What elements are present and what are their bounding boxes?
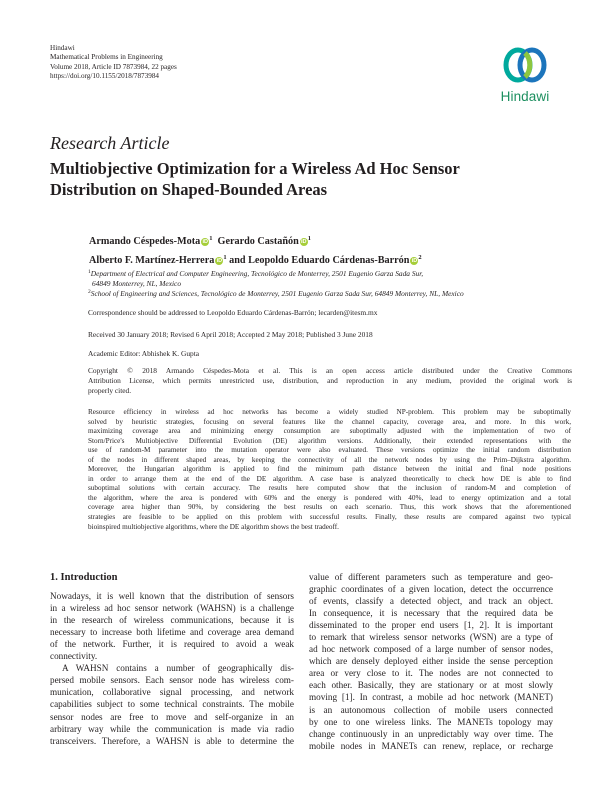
abstract-line: maximizing coverage area and minimizing energy consumption are suboptimally adjusted with the implementation of two of <box>88 427 571 436</box>
body-line: arbitrary way while the communication is made via radio <box>50 723 294 734</box>
abstract-line: of the nodes in different shaped areas, by keeping the connectivity of all the network nodes by using the Prim–Dijkstra algorithm. <box>88 455 571 464</box>
body-line: capabilities subject to some technical constraints. The mobile <box>50 699 294 710</box>
publisher-name: Hindawi <box>50 44 75 52</box>
paper-title <box>50 159 570 200</box>
abstract <box>88 408 571 532</box>
body-line: moving [1]. In contrast, a mobile ad hoc network (MANET) <box>309 692 553 703</box>
section-heading: 1. Introduction <box>50 572 118 583</box>
orcid-icon[interactable]: iD <box>202 239 208 245</box>
author-name[interactable]: Leopoldo Eduardo Cárdenas-Barrón <box>248 254 410 266</box>
abstract-line: suboptimal solutions with certain accuracy. The results here computed show that the inclusion of random-M and completion of <box>88 484 571 493</box>
abstract-line: Resource efficiency in wireless ad hoc networks has become a widely studied NP-problem. This problem may be suboptimally <box>88 408 571 416</box>
body-line: munication, collaborative signal processing, and network <box>50 687 294 698</box>
author-conjunction: and <box>229 254 246 266</box>
affiliation-2: $^2$School of Engineering and Sciences, Tecnológico de Monterrey, 2501 Eugenio Garza Sada Sur, 64849 Monterrey, NL, Mexico <box>88 289 464 299</box>
orcid-icon[interactable]: iD <box>411 257 418 264</box>
body-line: is an autonomous collection of mobile users connected <box>309 704 553 715</box>
hindawi-logo[interactable] <box>492 44 558 108</box>
hindawi-logo-icon <box>501 44 549 86</box>
title-line: Multiobjective Optimization for a Wireless Ad Hoc Sensor <box>50 159 460 178</box>
affiliation-1: $^1$Department of Electrical and Computer Engineering, Tecnológico de Monterrey, 2501 Eugenio Garza Sada Sur, <box>88 269 424 278</box>
body-line: of events, classify a detected object, and track an object. <box>309 596 553 607</box>
doi-link[interactable]: https://doi.org/10.1155/2018/7873984 <box>50 71 160 80</box>
body-line: value of different parameters such as temperature and geo- <box>309 572 553 582</box>
author-affil-mark: 1 <box>209 235 213 242</box>
orcid-icon[interactable]: iD <box>301 239 307 245</box>
abstract-line: the algorithm, where the area is pondered with 60% and the energy is pondered with 40%, lead to energy optimization and a total <box>88 493 571 502</box>
abstract-line: in order to arrange them at the end of the DE algorithm. A case base is analyzed theoretically to check how DE is able to find <box>88 474 571 483</box>
author-list <box>89 231 569 268</box>
abstract-line: Moreover, the Hungarian algorithm is applied to find the minimum path distance between the initial and final node positions <box>88 465 571 474</box>
body-line: In consequence, it is necessary that the required data be <box>309 608 553 619</box>
journal-name: Mathematical Problems in Engineering <box>50 53 163 62</box>
author-name[interactable]: Armando Céspedes-Mota <box>89 236 201 247</box>
body-line: mobile nodes in MANETs can renew, replace, or recharge <box>309 740 553 751</box>
abstract-line: solved by heuristic strategies, focusing on several features like the channel capacity, coverage area, and more. In this work, <box>88 417 571 426</box>
volume-info: Volume 2018, Article ID 7873984, 22 pages <box>50 62 177 71</box>
body-line: disseminated to the proper end users [1, 2]. It is important <box>309 620 553 631</box>
body-line: necessary to increase both lifetime and coverage area demand <box>50 627 294 638</box>
journal-header <box>50 44 350 81</box>
hindawi-logo-text: Hindawi <box>500 89 550 104</box>
body-line: by one to one wireless links. The MANETs topology may <box>309 716 553 727</box>
body-line: graphic coordinates of a given location, detect the occurrence <box>309 584 553 595</box>
author-affil-mark: 1 <box>307 235 312 242</box>
body-line: Nowadays, it is well known that the distribution of sensors <box>50 591 294 602</box>
body-line: area or very close to it. The nodes are not connected to <box>309 668 553 679</box>
body-line: of the network. Further, it is required to avoid a weak <box>50 639 294 650</box>
correspondence: Correspondence should be addressed to Leopoldo Eduardo Cárdenas-Barrón; lecarden@itesm.mx <box>88 308 378 317</box>
author-name[interactable]: Alberto F. Martínez-Herrera <box>89 254 215 266</box>
body-column-left <box>50 572 294 747</box>
body-line: in a wireless ad hoc sensor network (WAHSN) is a challenge <box>50 603 294 614</box>
body-line: sensor nodes are free to move and self-organize in an <box>50 711 294 722</box>
body-line: in the research of wireless communications, because it is <box>50 615 294 626</box>
title-line: Distribution on Shaped-Bounded Areas <box>50 179 328 199</box>
orcid-icon[interactable]: iD <box>216 257 223 264</box>
body-line: to remark that wireless sensor networks (WSN) are a type of <box>309 632 553 643</box>
author-name[interactable]: Gerardo Castañón <box>217 236 299 247</box>
body-line: persed mobile sensors. Each sensor node has wireless com- <box>50 675 294 686</box>
body-line: change continuously in an unpredictably way over time. The <box>309 728 553 739</box>
body-line: A WAHSN contains a number of geographically dis- <box>62 663 294 674</box>
academic-editor: Academic Editor: Abhishek K. Gupta <box>88 349 200 358</box>
body-line: which are densely deployed either inside the sense perception <box>309 656 553 667</box>
abstract-line: Storn/Price's Multiobjective Differential Evolution (DE) algorithm versions. Additionally, their extended representations with the <box>88 436 571 445</box>
author-affil-mark: 2 <box>418 253 422 261</box>
publication-dates: Received 30 January 2018; Revised 6 April 2018; Accepted 2 May 2018; Published 3 June 2018 <box>88 330 373 339</box>
body-line: connectivity. <box>50 651 98 662</box>
abstract-line: coverage area higher than 90%, by considering the best results on each scenario. Thus, this work shows that the aforementioned <box>88 503 571 512</box>
affiliations <box>88 268 572 299</box>
abstract-line: strategies are feasible to be applied on this problem with successful results. Finally, these results are compared against two typical <box>88 513 571 522</box>
body-column-right <box>309 571 553 752</box>
affiliation-1-cont: 64849 Monterrey, NL, Mexico <box>92 278 182 288</box>
body-line: transceivers. Therefore, a WAHSN is able to determine the <box>50 735 294 746</box>
copyright-notice: Copyright © 2018 Armando Céspedes-Mota et al. This is an open access article distributed under the Creative Commons Attribution License, which permits unrestricted use, distribution, and reproduction in any medium, provided the original work is properly cited. <box>88 366 572 395</box>
body-line: each other. Basically, they are stationary or at most slowly <box>309 680 553 691</box>
body-line: ad hoc network composed of a large number of sensor nodes, <box>309 644 553 655</box>
abstract-line: use of random-M parameter into the mutation operator were also evaluated. These versions optimize the initial random distribution <box>88 446 571 455</box>
author-affil-mark: 1 <box>223 253 227 261</box>
abstract-line: bioinspired multiobjective algorithms, where the DE algorithm shows the best tradeoff. <box>88 522 339 531</box>
article-type: Research Article <box>50 133 170 153</box>
